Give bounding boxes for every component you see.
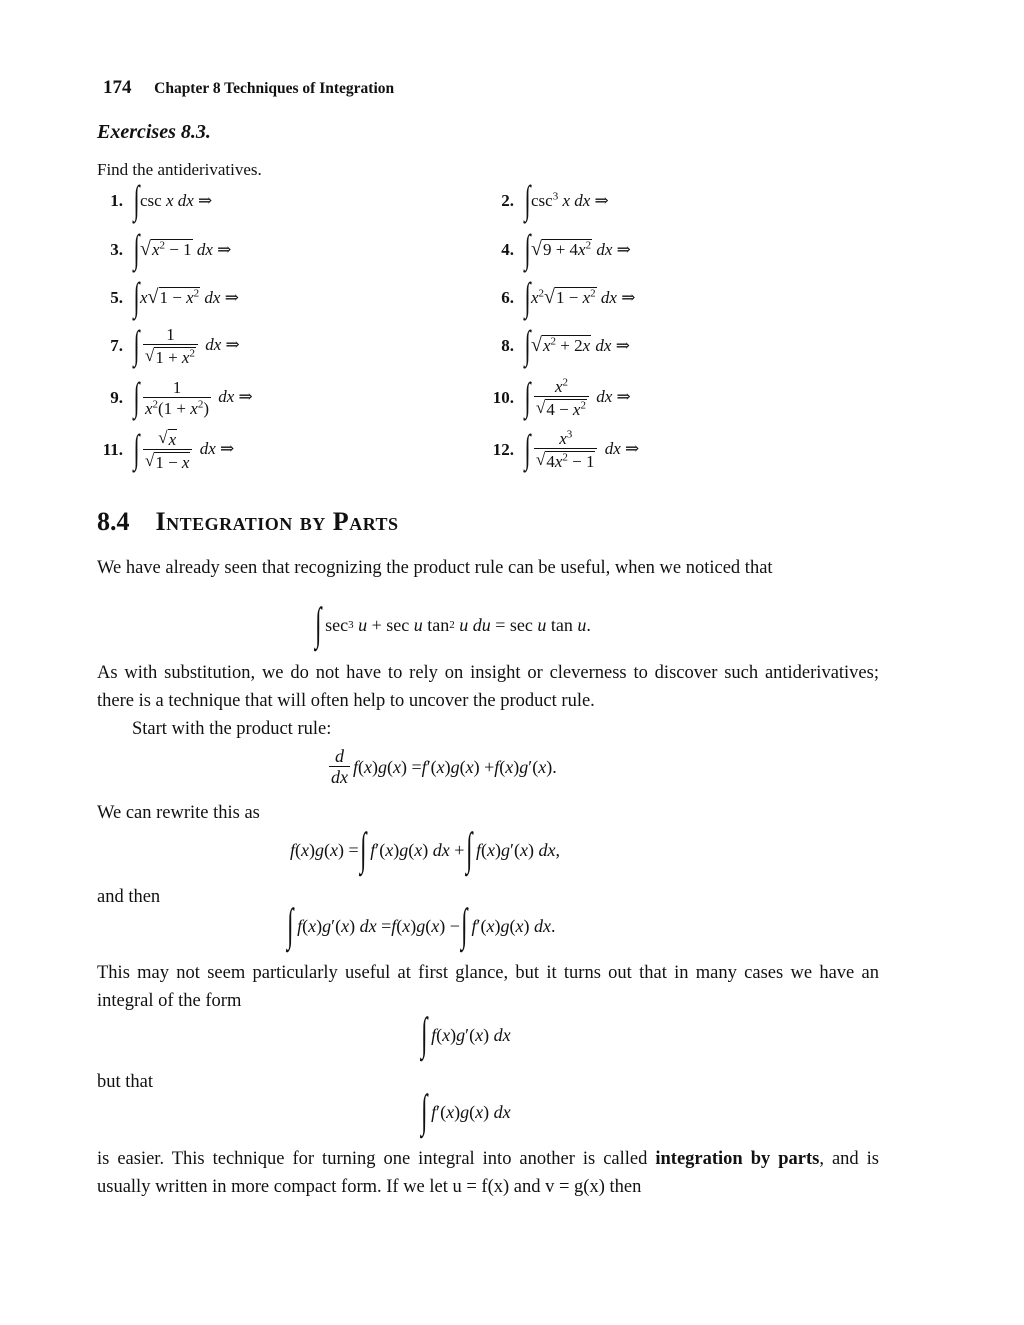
- paragraph: We can rewrite this as: [97, 803, 260, 823]
- integral-sign: ∫: [133, 177, 140, 222]
- exercise-item: [97, 323, 240, 369]
- integral-sign: ∫: [524, 374, 531, 419]
- paragraph: [97, 715, 879, 743]
- exercise-expression: √ $x^2 - 1$ dx ⇒: [139, 238, 232, 260]
- integral-sign: ∫: [133, 426, 140, 471]
- page-number: 174: [103, 77, 132, 98]
- exercise-item: [97, 427, 234, 473]
- page-header: [103, 74, 394, 103]
- display-equation: f ( x ) g ( x ) = ∫ f ′( x ) g ( x ) dx + ∫ f ( x ) g ′( x ) dx ,: [290, 823, 560, 874]
- exercise-item: [97, 227, 231, 273]
- chapter-title: Chapter 8 Techniques of Integration: [154, 80, 395, 97]
- exercise-expression: $x^2$ √ $1 - x^2$ dx ⇒: [530, 286, 636, 308]
- integral-sign: ∫: [524, 426, 531, 471]
- exercise-number: 8.: [501, 336, 514, 355]
- paragraph: and then: [97, 887, 161, 907]
- exercise-number: 5.: [110, 288, 123, 307]
- display-equation: ∫ f ( x ) g ′( x ) dx = f ( x ) g ( x ) − ∫ f ′( x ) g ( x ) dx .: [287, 899, 556, 950]
- exercise-item: [488, 427, 639, 473]
- integral-sign: ∫: [524, 274, 531, 319]
- paragraph-text: is easier. This technique for turning one integral into another is called: [97, 1149, 656, 1169]
- exercise-number: 11.: [102, 440, 123, 459]
- exercise-expression: $x^3$ √ $4x^2 - 1$ dx ⇒: [535, 428, 640, 471]
- exercise-item: [97, 275, 239, 321]
- section-title: Integration by Parts: [155, 507, 399, 536]
- section-number: 8.4: [97, 507, 130, 536]
- exercise-number: 9.: [110, 388, 123, 407]
- exercise-expression: $\csc^3 x$ dx ⇒: [530, 190, 609, 210]
- paragraph: [97, 1145, 879, 1201]
- exercise-number: 12.: [492, 440, 514, 459]
- bold-term: integration by parts: [655, 1149, 820, 1169]
- exercise-number: 10.: [492, 388, 514, 407]
- exercise-item: [488, 375, 631, 421]
- exercise-expression: √ x √ 1 − x dx ⇒: [144, 428, 235, 472]
- display-equation: $\frac{d}{dx}$ f ( x ) g ( x ) = f ′( x ) g ( x ) + f ( x ) g ′( x ).: [331, 746, 557, 787]
- integral-sign: ∫: [133, 226, 140, 271]
- exercise-item: [488, 227, 631, 273]
- exercise-item: [97, 178, 212, 224]
- paragraph: This may not seem particularly useful at first glance, but it turns out that in many cases we have an integral of the form: [97, 963, 879, 1011]
- display-equation: ∫ f ( x ) g ′( x ) dx: [421, 1008, 511, 1059]
- paragraph-text: , and is usually written in more compact form. If we let u = f(x) and v = g(x) then: [97, 1149, 880, 1197]
- display-equation: ∫ sec 3 u + sec u tan 2 u du = sec u tan u .: [315, 598, 591, 649]
- paragraph: We have already seen that recognizing the product rule can be useful, when we noticed that: [97, 558, 773, 578]
- exercise-number: 1.: [110, 191, 123, 210]
- exercise-expression: 1 √ $1 + x^2$ dx ⇒: [144, 325, 240, 367]
- paragraph: but that: [97, 1072, 154, 1092]
- exercises-intro: Find the antiderivatives.: [97, 160, 262, 179]
- exercise-expression: csc x dx ⇒: [139, 191, 213, 210]
- exercise-item: [488, 178, 609, 224]
- exercise-number: 4.: [501, 240, 514, 259]
- exercises-title: Exercises 8.3.: [97, 121, 211, 143]
- integral-sign: ∫: [524, 226, 531, 271]
- exercise-number: 2.: [501, 191, 514, 210]
- exercise-item: [488, 275, 635, 321]
- integral-sign: ∫: [524, 322, 531, 367]
- exercise-expression: $\frac{1}{x^2(1 + x^2)}$ dx ⇒: [144, 378, 253, 418]
- display-equation: ∫ f ′( x ) g ( x ) dx: [421, 1085, 511, 1136]
- integral-sign: ∫: [133, 374, 140, 419]
- exercise-expression: √ $x^2 + 2x$ dx ⇒: [530, 334, 630, 356]
- integral-sign: ∫: [133, 274, 140, 319]
- section-heading: [97, 508, 399, 536]
- exercise-expression: √ $9 + 4x^2$ dx ⇒: [530, 238, 631, 260]
- integral-sign: ∫: [524, 177, 531, 222]
- exercise-item: [97, 375, 253, 421]
- exercise-item: [488, 323, 630, 369]
- exercise-number: 3.: [110, 240, 123, 259]
- paragraph-text: Start with the product rule:: [132, 719, 332, 739]
- exercise-number: 7.: [110, 336, 123, 355]
- integral-sign: ∫: [133, 322, 140, 367]
- exercise-expression: x √ $1 - x^2$ dx ⇒: [139, 286, 239, 308]
- exercise-number: 6.: [501, 288, 514, 307]
- paragraph: As with substitution, we do not have to rely on insight or cleverness to discover such antiderivatives; there is a technique that will often help to uncover the product rule.: [97, 663, 879, 711]
- exercise-expression: $x^2$ √ $4 - x^2$ dx ⇒: [535, 376, 631, 419]
